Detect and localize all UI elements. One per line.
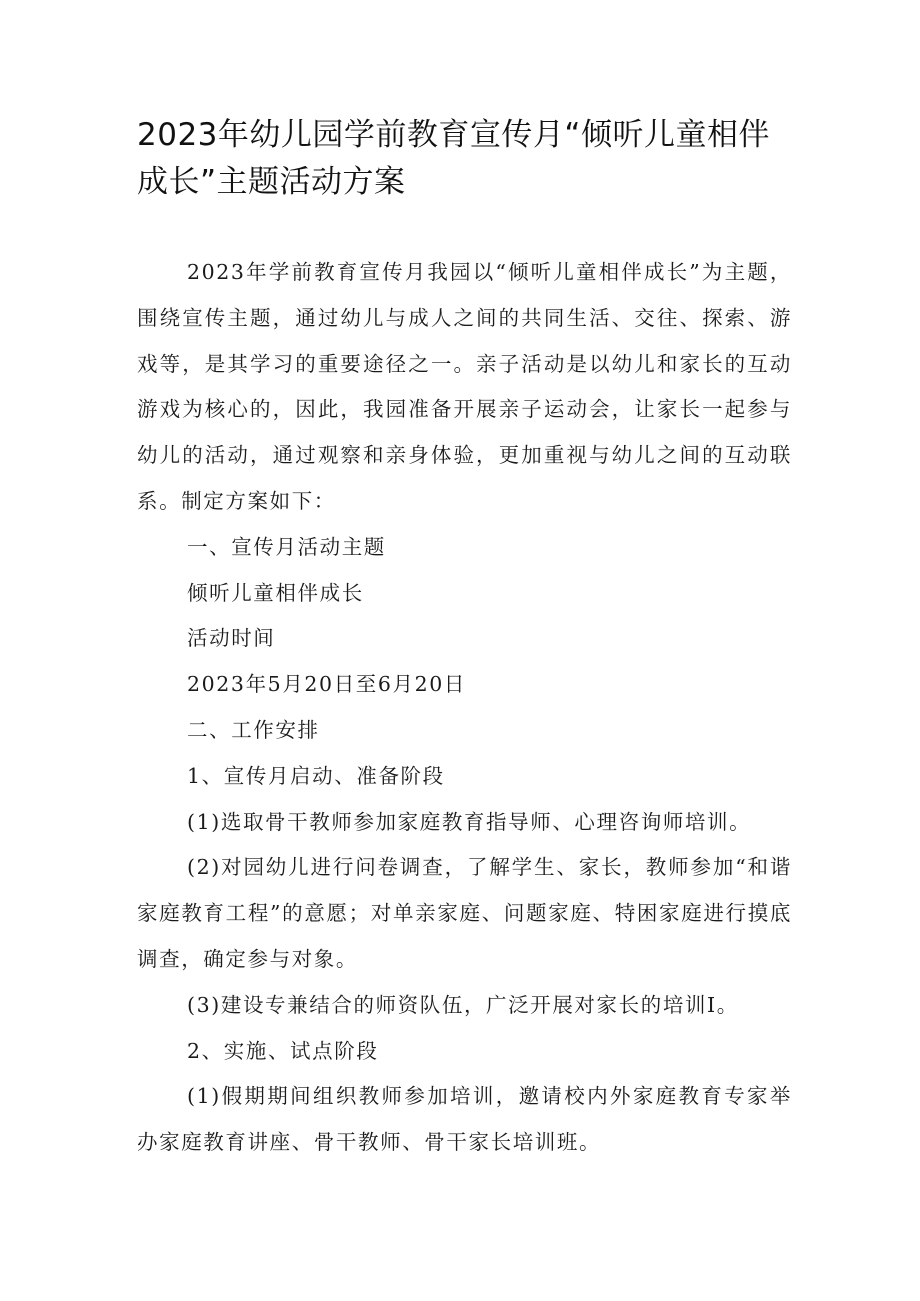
activity-time-value: 2023年5月20日至6月20日 [187, 672, 467, 697]
document-body [137, 250, 792, 1166]
document-title: 2023年幼儿园学前教育宣传月“倾听儿童相伴成长”主题活动方案 [137, 117, 770, 200]
stage-heading-launch: 1、宣传月启动、准备阶段 [187, 763, 445, 788]
section-heading-work-arrangement: 二、工作安排 [187, 717, 320, 742]
intro-paragraph: 2023年学前教育宣传月我园以“倾听儿童相伴成长”为主题，围绕宣传主题，通过幼儿与成人之间的共同生活、交往、探索、游戏等，是其学习的重要途径之一。亲子活动是以幼儿和家长的互动游戏为核心的，因此，我园准备开展亲子运动会，让家长一起参与幼儿的活动，通过观察和亲身体验，更加重视与幼儿之间的互动联系。制定方案如下： [137, 260, 792, 513]
activity-time-label: 活动时间 [187, 626, 276, 651]
list-item: (1)假期期间组织教师参加培训，邀请校内外家庭教育专家举办家庭教育讲座、骨干教师、骨干家长培训班。 [137, 1084, 792, 1155]
list-item: (1)选取骨干教师参加家庭教育指导师、心理咨询师培训。 [187, 809, 752, 834]
list-item: (2)对园幼儿进行问卷调查，了解学生、家长，教师参加“和谐家庭教育工程”的意愿；对单亲家庭、问题家庭、特困家庭进行摸底调查，确定参与对象。 [137, 855, 792, 971]
section-heading-theme: 一、宣传月活动主题 [187, 534, 386, 559]
theme-text: 倾听儿童相伴成长 [187, 580, 364, 605]
list-item: (3)建设专兼结合的师资队伍，广泛开展对家长的培训I。 [187, 992, 739, 1017]
stage-heading-pilot: 2、实施、试点阶段 [187, 1038, 379, 1063]
